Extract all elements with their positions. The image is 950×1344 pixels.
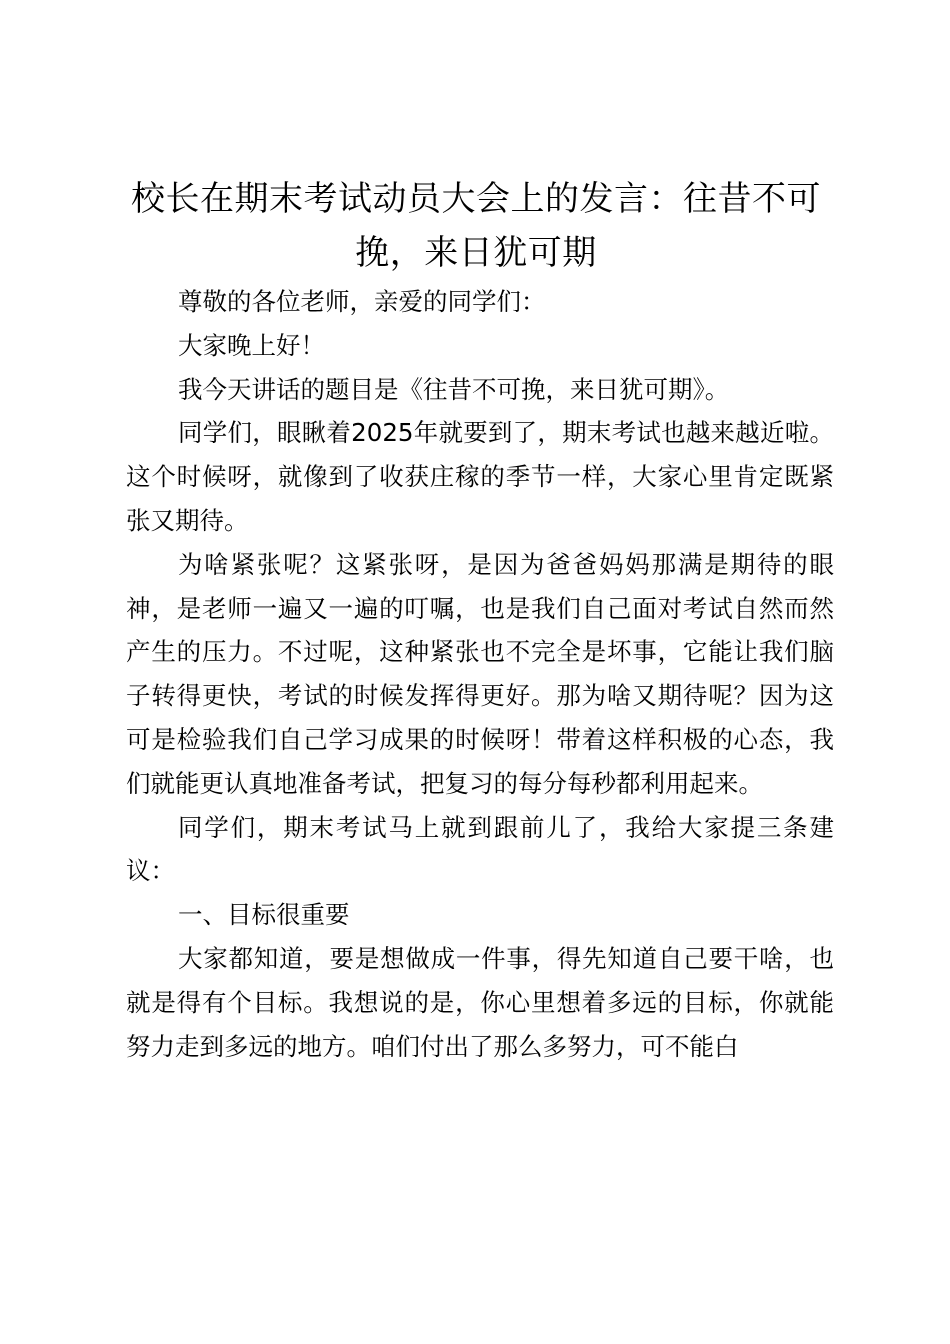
paragraph-salutation: 尊敬的各位老师，亲爱的同学们：	[178, 287, 546, 316]
document-title: 校长在期末考试动员大会上的发言：往昔不可挽，来日犹可期	[131, 179, 821, 273]
paragraph-goal: 大家都知道，要是想做成一件事，得先知道自己要干啥，也就是得有个目标。我想说的是，你心里想着多远的目标，你就能努力走到多远的地方。咱们付出了那么多努力，可不能白	[126, 943, 834, 1061]
paragraph-topic: 我今天讲话的题目是《往昔不可挽，来日犹可期》。	[178, 374, 730, 404]
paragraph-suggestions: 同学们，期末考试马上就到跟前儿了，我给大家提三条建议：	[126, 812, 834, 886]
paragraph-greeting: 大家晚上好！	[178, 330, 325, 360]
section-heading-goal: 一、目标很重要	[178, 900, 350, 930]
paragraph-tension: 为啥紧张呢？这紧张呀，是因为爸爸妈妈那满是期待的眼神，是老师一遍又一遍的叮嘱，也是我们自己面对考试自然而然产生的压力。不过呢，这种紧张也不完全是坏事，它能让我们脑子转得更快，考试的时候发挥得更好。那为啥又期待呢？因为这可是检验我们自己学习成果的时候呀！带着这样积极的心态，我们就能更认真地准备考试，把复习的每分每秒都利用起来。	[126, 549, 834, 798]
document-body	[126, 280, 834, 1068]
paragraph-intro: 同学们，眼瞅着2025年就要到了，期末考试也越来越近啦。这个时候呀，就像到了收获庄稼的季节一样，大家心里肯定既紧张又期待。	[126, 418, 834, 535]
